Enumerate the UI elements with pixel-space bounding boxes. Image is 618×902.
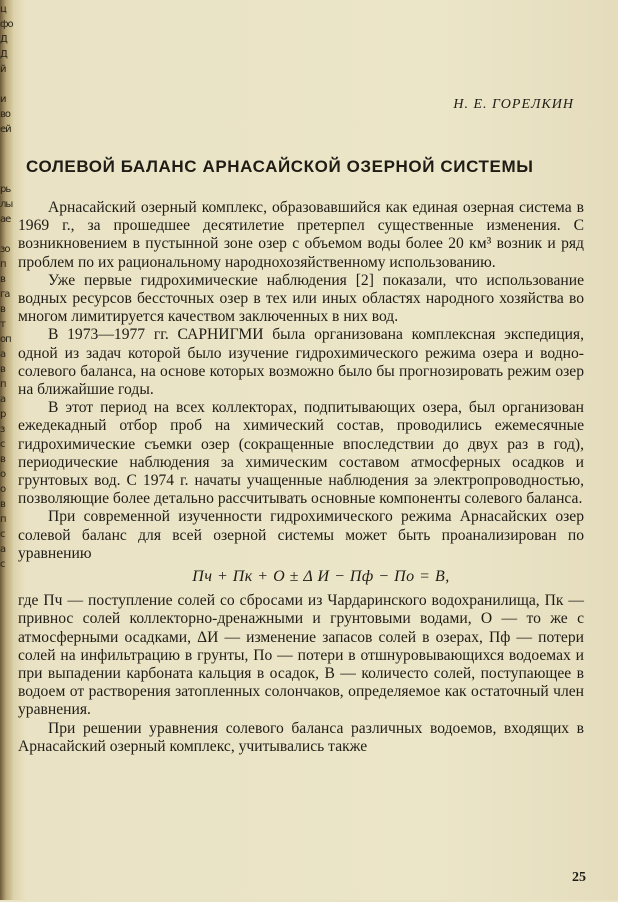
paragraph-1: Арнасайский озерный комплекс, образовавшийся как единая озерная система в 1969 г., за прошедшее десятилетие претерпел существенные изменения. С возникновением в пустынной зоне озер с объемом воды более 20 км³ возник и ряд проблем по их рациональному народнохозяйственному использованию. [18,199,584,271]
paragraph-5: При современной изученности гидрохимического режима Арнасайских озер солевой баланс для всей озерной системы может быть проанализирован по уравнению [18,508,584,562]
salt-balance-equation: Пч + Пк + О ± Δ И − Пф − По = В, [192,568,450,586]
article-title: СОЛЕВОЙ БАЛАНС АРНАСАЙСКОЙ ОЗЕРНОЙ СИСТЕМЫ [26,157,534,176]
binding-margin-text: ц фо Д Д й и во ей рь лы ае зо п в га в т оп а в п а р з с в о о в п с а с [0,4,13,570]
author-name: Н. Е. ГОРЕЛКИН [453,97,574,112]
page-number: 25 [572,870,586,885]
paragraph-3: В 1973—1977 гг. САРНИГМИ была организована комплексная экспедиция, одной из задач которой было изучение гидрохимического режима озера и водно-солевого баланса, на основе которых возможно было бы прогнозировать режим озер на ближайшие годы. [18,326,584,399]
equation-explanation: где Пч — поступление солей со сбросами из Чардаринского водохранилища, Пк — привнос солей коллекторно-дренажными и грунтовыми водами, О — то же с атмосферными осадками, ΔИ — изменение запасов солей в озерах, Пф — потери солей на инфильтрацию в грунты, По — потери в отшнуровывающихся водоемах и при выпадении карбоната кальция в осадок, В — количесто солей, поступающее в водоем от растворения затопленных солончаков, определяемое как остаточный член уравнения. [18,592,584,719]
paragraph-4: В этот период на всех коллекторах, подпитывающих озера, был организован ежедекадный отбор проб на химический состав, проводились ежемесячные гидрохимические съемки озер (сокращенные впоследствии до двух раз в год), периодические наблюдения за химическим составом атмосферных осадков и грунтовых вод. С 1974 г. начаты учащенные наблюдения за электропроводностью, позволяющие более детально рассчитывать основные компоненты солевого баланса. [18,399,584,508]
article-body [18,199,584,756]
paragraph-last: При решении уравнения солевого баланса различных водоемов, входящих в Арнасайский озерный комплекс, учитывались также [18,719,584,755]
paragraph-2: Уже первые гидрохимические наблюдения [2] показали, что использование водных ресурсов бессточных озер в тех или иных областях народного хозяйства во многом лимитируется качеством заключенных в них вод. [18,271,584,326]
